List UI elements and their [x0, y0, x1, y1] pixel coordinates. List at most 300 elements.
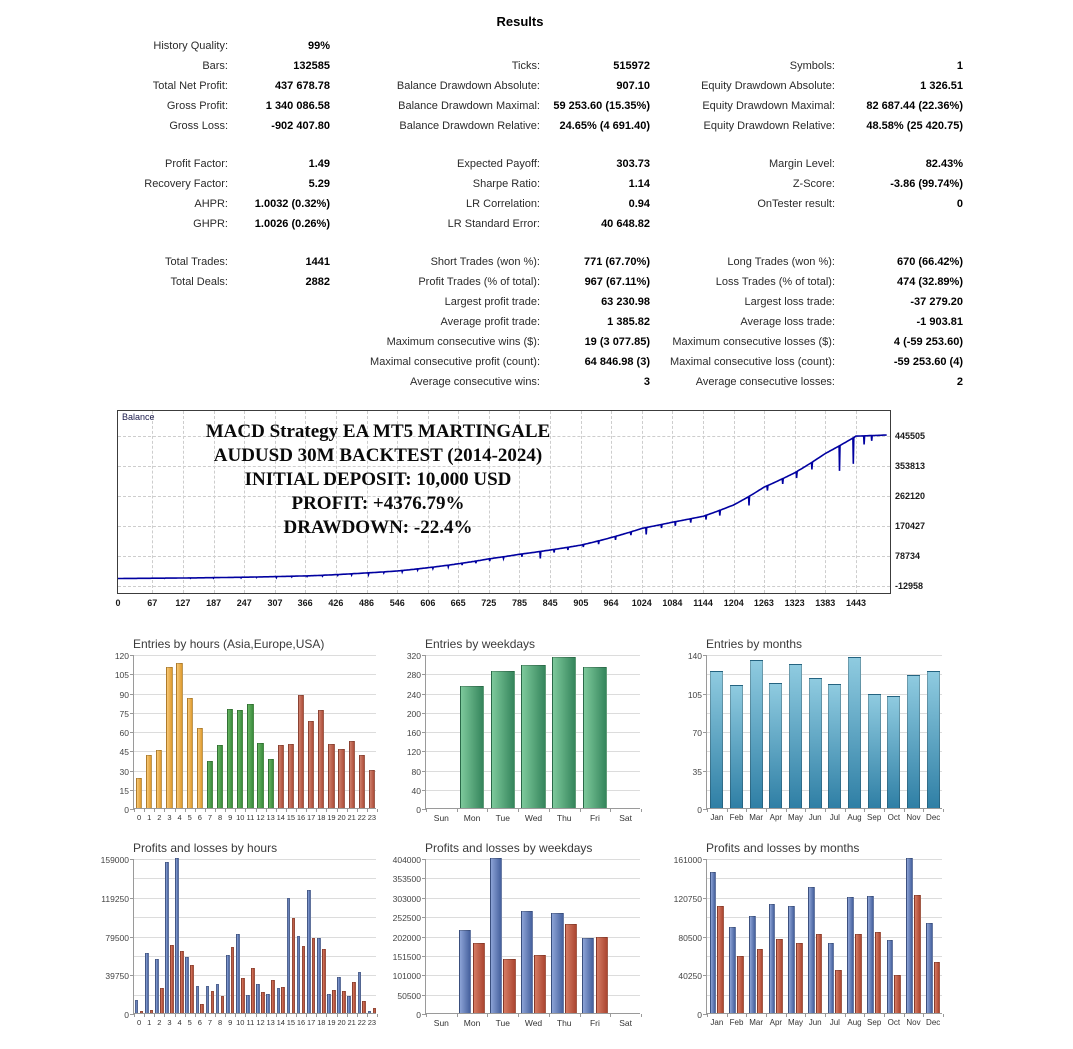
axis-tick — [130, 771, 134, 772]
bar — [710, 671, 723, 809]
x-axis-label: 9 — [228, 813, 233, 822]
axis-tick — [518, 1014, 519, 1017]
y-axis-label: 80 — [411, 766, 421, 777]
bar — [217, 745, 223, 808]
stat-label: Expected Payoff: — [457, 158, 540, 170]
x-axis-label: 2 — [157, 813, 162, 822]
profit-bar — [206, 986, 210, 1013]
x-axis-label: 0 — [115, 598, 121, 608]
bar — [491, 671, 516, 808]
axis-tick — [377, 1014, 378, 1017]
gridline — [426, 655, 640, 656]
balance-legend: Balance — [122, 412, 155, 422]
axis-tick — [703, 732, 707, 733]
axis-tick — [457, 1014, 458, 1017]
axis-tick — [235, 809, 236, 812]
axis-tick — [205, 809, 206, 812]
loss-bar — [796, 943, 803, 1013]
x-axis-label: 8 — [217, 813, 223, 822]
axis-tick — [422, 751, 426, 752]
x-axis-label: 13 — [266, 1018, 275, 1027]
bar — [809, 678, 822, 808]
bar — [907, 675, 920, 808]
stat-label: Sharpe Ratio: — [472, 178, 540, 190]
profit-bar — [490, 858, 502, 1013]
axis-tick — [130, 751, 134, 752]
profit-bar — [769, 904, 776, 1013]
y-axis-label: 40250 — [678, 971, 702, 982]
x-axis-label: 7 — [207, 1018, 213, 1027]
axis-tick — [707, 809, 708, 812]
profit-bar — [926, 923, 933, 1013]
y-axis-label: -12958 — [895, 581, 924, 591]
profit-bar — [216, 984, 220, 1013]
axis-tick — [134, 809, 135, 812]
axis-tick — [195, 1014, 196, 1017]
stat-value: 48.58% (25 420.75) — [866, 120, 963, 132]
x-axis-label: 22 — [357, 813, 366, 822]
gridline — [426, 878, 640, 879]
profit-bar — [808, 887, 815, 1013]
stat-label: Equity Drawdown Absolute: — [701, 80, 835, 92]
axis-tick — [357, 1014, 358, 1017]
axis-tick — [144, 809, 145, 812]
y-axis-label: 60 — [119, 728, 129, 738]
gridline — [134, 878, 376, 879]
y-axis-label: 140 — [687, 651, 702, 661]
plot-area — [100, 855, 377, 1027]
stat-label: Recovery Factor: — [144, 178, 228, 190]
x-axis-label: 20 — [337, 1018, 346, 1027]
x-axis-label: 8 — [217, 1018, 223, 1027]
stat-value: 1 385.82 — [607, 316, 650, 328]
bar — [460, 686, 485, 808]
axis-tick — [225, 809, 226, 812]
x-axis-label: Mar — [749, 1018, 764, 1027]
axis-tick — [316, 1014, 317, 1017]
loss-bar — [835, 970, 842, 1013]
stats-block-gap — [100, 234, 963, 252]
axis-tick — [703, 937, 707, 938]
x-axis-label: 14 — [276, 1018, 285, 1027]
loss-bar — [332, 990, 336, 1013]
y-axis-label: 120 — [406, 747, 421, 758]
chart-title: Entries by weekdays — [425, 637, 536, 651]
x-axis-label: 5 — [187, 813, 192, 822]
axis-tick — [347, 1014, 348, 1017]
axis-tick — [727, 809, 728, 812]
axis-tick — [306, 1014, 307, 1017]
x-axis-label: 785 — [511, 598, 527, 608]
axis-tick — [426, 1014, 427, 1017]
stat-value: 4 (-59 253.60) — [893, 336, 963, 348]
gridline — [426, 956, 640, 957]
chart-title: Profits and losses by hours — [133, 841, 278, 855]
loss-bar — [894, 975, 901, 1014]
stat-label: LR Standard Error: — [447, 218, 540, 230]
x-axis-label: 187 — [206, 598, 222, 608]
x-axis-label: Jun — [808, 1018, 822, 1027]
loss-bar — [816, 934, 823, 1013]
axis-tick — [549, 1014, 550, 1017]
bar — [146, 755, 152, 808]
profit-bar — [551, 913, 563, 1013]
stat-label: Equity Drawdown Maximal: — [702, 100, 835, 112]
axis-tick — [154, 1014, 155, 1017]
stat-value: 1 340 086.58 — [265, 100, 330, 112]
loss-bar — [150, 1010, 154, 1013]
axis-tick — [245, 1014, 246, 1017]
profit-bar — [368, 1011, 372, 1013]
profit-bar — [307, 890, 311, 1013]
x-axis-label: Wed — [524, 1018, 543, 1028]
axis-tick — [357, 809, 358, 812]
overlay-line: DRAWDOWN: -22.4% — [283, 517, 473, 538]
bar — [257, 743, 263, 808]
x-axis-label: Dec — [926, 1018, 941, 1027]
x-axis-label: 1263 — [753, 598, 774, 608]
x-axis-label: Feb — [729, 813, 744, 822]
stat-value: 132585 — [293, 60, 330, 72]
axis-tick — [130, 694, 134, 695]
bar — [338, 749, 344, 808]
stat-label: Margin Level: — [768, 158, 835, 170]
bar — [927, 671, 940, 809]
profit-bar — [867, 896, 874, 1013]
gridline — [426, 859, 640, 860]
stat-label: Profit Factor: — [165, 158, 228, 170]
axis-tick — [130, 859, 134, 860]
gridline — [707, 655, 942, 656]
balance-chart — [115, 410, 926, 608]
x-axis-label: 725 — [481, 598, 497, 608]
stat-label: AHPR: — [194, 198, 228, 210]
profit-bar — [347, 996, 351, 1013]
y-axis-label: 202000 — [392, 932, 421, 943]
x-axis-label: 21 — [347, 813, 356, 822]
stat-value — [228, 292, 330, 312]
stat-value: 64 846.98 (3) — [584, 356, 650, 368]
bar — [237, 710, 243, 808]
x-axis-label: Sep — [867, 813, 882, 822]
x-axis-label: 17 — [307, 1018, 316, 1027]
gridline — [426, 898, 640, 899]
axis-tick — [703, 771, 707, 772]
y-axis-label: 105 — [114, 670, 129, 681]
profit-bar — [710, 872, 717, 1013]
x-axis-label: 6 — [197, 813, 202, 822]
axis-tick — [296, 1014, 297, 1017]
axis-tick — [422, 898, 426, 899]
axis-tick — [175, 1014, 176, 1017]
stat-label: Long Trades (won %): — [727, 256, 835, 268]
x-axis-label: 1084 — [662, 598, 683, 608]
plot-area — [392, 855, 640, 1028]
x-axis-label: Fri — [589, 813, 600, 823]
axis-tick — [276, 809, 277, 812]
x-axis-label: 22 — [357, 1018, 366, 1027]
x-axis-label: Thu — [556, 813, 572, 823]
x-axis-label: 11 — [246, 1018, 255, 1027]
axis-tick — [347, 809, 348, 812]
x-axis-label: 3 — [167, 1018, 172, 1027]
axis-tick — [580, 1014, 581, 1017]
stat-label: Symbols: — [789, 60, 835, 72]
x-axis-label: 1443 — [845, 598, 866, 608]
x-axis-label: 1024 — [631, 598, 652, 608]
axis-tick — [130, 674, 134, 675]
axis-tick — [130, 790, 134, 791]
y-axis-label: 445505 — [895, 430, 926, 441]
loss-bar — [875, 932, 882, 1013]
stat-label: Largest loss trade: — [744, 296, 835, 308]
x-axis-label: Jul — [829, 1018, 840, 1027]
loss-bar — [352, 982, 356, 1013]
stat-value: 0 — [956, 198, 963, 210]
x-axis-label: 18 — [317, 813, 326, 822]
stat-label: Average consecutive wins: — [409, 376, 540, 388]
x-axis-label: Wed — [524, 813, 543, 823]
y-axis-label: 353813 — [895, 460, 926, 471]
y-axis-label: 120 — [114, 651, 129, 661]
profit-bar — [327, 994, 331, 1013]
stat-label: Short Trades (won %): — [430, 256, 540, 268]
stat-value: 1 — [956, 60, 963, 72]
profit-bar — [788, 906, 795, 1013]
axis-tick — [422, 975, 426, 976]
gridline — [134, 859, 376, 860]
axis-tick — [845, 1014, 846, 1017]
x-axis-label: 16 — [296, 813, 306, 822]
axis-tick — [487, 1014, 488, 1017]
y-axis-label: 303000 — [392, 893, 421, 904]
y-axis-label: 78734 — [895, 550, 921, 561]
x-axis-label: 17 — [307, 813, 316, 822]
axis-tick — [130, 732, 134, 733]
bar — [769, 683, 782, 808]
stat-label — [100, 292, 228, 312]
profit-bar — [317, 938, 321, 1013]
stat-value: 2 — [956, 376, 963, 388]
axis-tick — [130, 975, 134, 976]
stat-value: 303.73 — [616, 158, 650, 170]
x-axis-label: 7 — [207, 813, 213, 822]
stat-label: Maximum consecutive wins ($): — [386, 336, 540, 348]
axis-tick — [703, 655, 707, 656]
axis-tick — [235, 1014, 236, 1017]
stat-label: Loss Trades (% of total): — [715, 276, 835, 288]
stat-label: Ticks: — [511, 60, 540, 72]
profit-bar — [887, 940, 894, 1013]
y-axis-label: 280 — [406, 670, 421, 681]
axis-tick — [825, 809, 826, 812]
axis-tick — [580, 809, 581, 812]
x-axis-label: 247 — [236, 598, 252, 608]
profit-bar — [226, 955, 230, 1013]
gridline — [134, 917, 376, 918]
axis-tick — [641, 809, 642, 812]
axis-tick — [786, 1014, 787, 1017]
stat-value: 437 678.78 — [274, 80, 330, 92]
stat-label: Total Net Profit: — [152, 80, 228, 92]
axis-tick — [904, 809, 905, 812]
profit-bar — [847, 897, 854, 1013]
loss-bar — [281, 987, 285, 1013]
axis-tick — [164, 1014, 165, 1017]
axis-tick — [805, 1014, 806, 1017]
stat-value: 771 (67.70%) — [583, 256, 650, 268]
stat-value: 1.49 — [308, 158, 330, 170]
x-axis-label: Jan — [710, 813, 724, 822]
x-axis-label: Apr — [769, 813, 783, 822]
x-axis-label: 1 — [147, 813, 152, 822]
x-axis-label: 307 — [267, 598, 283, 608]
profit-bar — [459, 930, 471, 1013]
loss-bar — [221, 996, 225, 1013]
profit-bar — [358, 972, 362, 1013]
x-axis-label: Aug — [847, 1018, 862, 1027]
bar — [349, 741, 355, 808]
chart-title: Entries by hours (Asia,Europe,USA) — [133, 637, 325, 651]
bar — [197, 728, 203, 808]
x-axis-label: Fri — [589, 1018, 600, 1028]
profit-bar — [828, 943, 835, 1013]
profit-bar — [906, 858, 913, 1013]
stat-label: OnTester result: — [757, 198, 835, 210]
stat-value: 99% — [307, 40, 330, 52]
stat-value — [228, 352, 330, 372]
x-axis-label: Sun — [433, 1018, 449, 1028]
bar — [156, 750, 162, 808]
y-axis-label: 101000 — [392, 971, 421, 982]
x-axis-label: May — [787, 1018, 804, 1027]
x-axis-label: 20 — [337, 813, 346, 822]
profit-bar — [145, 953, 149, 1013]
axis-tick — [703, 898, 707, 899]
stat-label: Average consecutive losses: — [695, 376, 835, 388]
loss-bar — [776, 939, 783, 1013]
loss-bar — [534, 955, 546, 1013]
profit-bar — [256, 984, 260, 1013]
bar — [318, 710, 324, 808]
chart-title: Profits and losses by weekdays — [425, 841, 593, 855]
stat-label: Z-Score: — [792, 178, 835, 190]
x-axis-label: Nov — [906, 813, 921, 822]
x-axis-label: 1 — [147, 1018, 152, 1027]
stat-label: Gross Profit: — [166, 100, 228, 112]
stat-value: 2882 — [305, 276, 330, 288]
profit-bar — [185, 957, 189, 1013]
axis-tick — [316, 809, 317, 812]
y-axis-label: 320 — [406, 651, 421, 661]
axis-tick — [422, 713, 426, 714]
loss-bar — [160, 988, 164, 1013]
stat-value: 0.94 — [628, 198, 650, 210]
axis-tick — [134, 1014, 135, 1017]
x-axis-label: Oct — [887, 1018, 901, 1027]
y-axis-label: 0 — [124, 805, 129, 815]
bar — [359, 755, 365, 808]
x-axis-label: 3 — [167, 813, 172, 822]
bar — [176, 663, 182, 808]
stat-value: 24.65% (4 691.40) — [559, 120, 650, 132]
axis-tick — [326, 809, 327, 812]
loss-bar — [271, 980, 275, 1013]
y-axis-label: 105 — [687, 689, 702, 700]
axis-tick — [549, 809, 550, 812]
axis-tick — [422, 878, 426, 879]
x-axis-label: 546 — [389, 598, 405, 608]
y-axis-label: 50500 — [397, 990, 421, 1001]
stat-label: GHPR: — [193, 218, 228, 230]
profit-bar — [277, 988, 281, 1013]
x-axis-label: 9 — [228, 1018, 233, 1027]
axis-tick — [884, 1014, 885, 1017]
axis-tick — [457, 809, 458, 812]
x-axis-label: 10 — [236, 1018, 245, 1027]
axis-tick — [707, 1014, 708, 1017]
loss-bar — [503, 959, 515, 1013]
profit-bar — [749, 916, 756, 1013]
bar — [247, 704, 253, 808]
profit-bar — [155, 959, 159, 1013]
profit-bar — [337, 977, 341, 1013]
stat-label: LR Correlation: — [466, 198, 540, 210]
x-axis-label: 366 — [297, 598, 313, 608]
x-axis-label: 5 — [187, 1018, 192, 1027]
x-axis-label: 665 — [450, 598, 466, 608]
x-axis-label: Thu — [556, 1018, 572, 1028]
axis-tick — [426, 809, 427, 812]
plot-area — [406, 651, 640, 823]
axis-tick — [422, 655, 426, 656]
loss-bar — [292, 918, 296, 1013]
axis-tick — [746, 1014, 747, 1017]
x-axis-label: Tue — [495, 1018, 510, 1028]
x-axis-label: 845 — [542, 598, 558, 608]
x-axis-label: 905 — [573, 598, 589, 608]
y-axis-label: 35 — [692, 766, 702, 777]
y-axis-label: 120750 — [673, 893, 702, 904]
stat-value: 907.10 — [616, 80, 650, 92]
bar — [887, 696, 900, 808]
stat-value — [835, 36, 963, 56]
stat-value: 1.0032 (0.32%) — [254, 198, 330, 210]
overlay-line: INITIAL DEPOSIT: 10,000 USD — [244, 469, 512, 490]
stat-label: History Quality: — [153, 40, 228, 52]
gridline — [134, 655, 376, 656]
stats-block-gap — [100, 136, 963, 154]
gridline — [426, 975, 640, 976]
axis-tick — [205, 1014, 206, 1017]
x-axis-label: 0 — [136, 813, 142, 822]
axis-tick — [154, 809, 155, 812]
axis-tick — [225, 1014, 226, 1017]
axis-tick — [864, 809, 865, 812]
overlay-line: AUDUSD 30M BACKTEST (2014-2024) — [213, 445, 543, 466]
x-axis-label: Mar — [749, 813, 764, 822]
axis-tick — [845, 809, 846, 812]
x-axis-label: 1144 — [693, 598, 713, 608]
x-axis-label: Sat — [619, 813, 633, 823]
loss-bar — [596, 937, 608, 1013]
axis-tick — [422, 674, 426, 675]
x-axis-label: 23 — [367, 813, 377, 822]
bar — [278, 745, 284, 808]
stat-label: Bars: — [202, 60, 228, 72]
axis-tick — [215, 809, 216, 812]
chart-title: Profits and losses by months — [706, 841, 860, 855]
